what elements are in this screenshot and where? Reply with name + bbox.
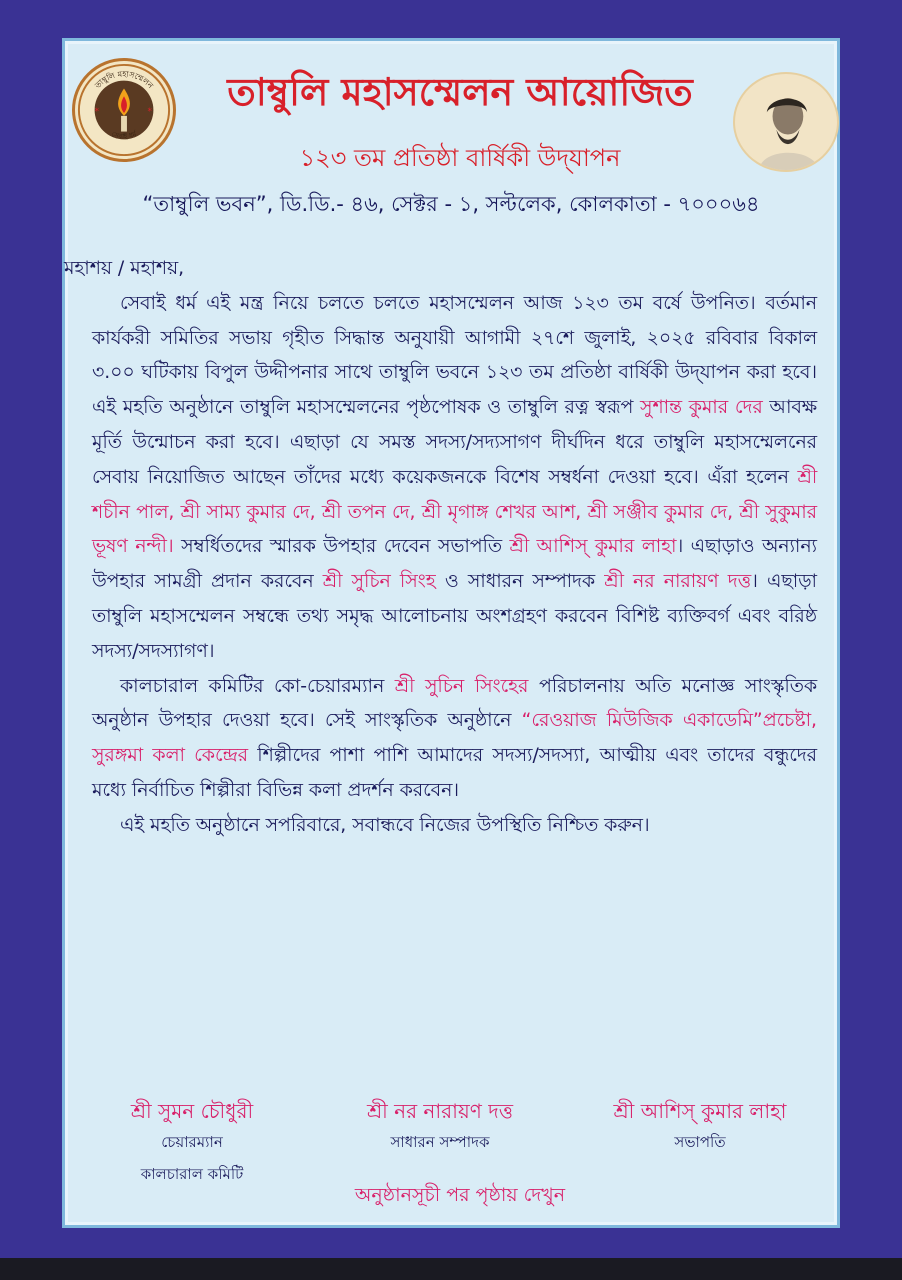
academy-name: “রেওয়াজ মিউজিক একাডেমি” — [521, 710, 763, 732]
see-next-page-note: অনুষ্ঠানসূচী পর পৃষ্ঠায় দেখুন — [354, 1184, 566, 1206]
signatory-name: শ্রী আশিস্ কুমার লাহা — [613, 1099, 787, 1123]
signatory-role: কালচারাল কমিটি — [140, 1165, 244, 1183]
text-span: সেবাই ধর্ম এই মন্ত্র নিয়ে চলতে চলতে মহাসম্মেলন আজ ১২৩ তম বর্ষে উপনিত। বর্তমান কার্যকরী সমিতির সভায় গৃহীত সিদ্ধান্ত অনুযায়ী আগামী ২৭শে জুলাই, ২০২৫ রবিবার বিকাল ৩.০০ ঘটিকায় বিপুল উদ্দীপনার সাথে তাম্বুলি ভবনে ১২৩ তম প্রতিষ্ঠা বার্ষিকী উদ্‌যাপন করা হবে। এই মহতি অনুষ্ঠানে তাম্বুলি মহাসম্মেলনের পৃষ্ঠপোষক ও তাম্বুলি রত্ন স্বরূপ — [92, 292, 817, 419]
emblem-ring-bottom-text: সেবাই ধর্ম — [110, 130, 138, 141]
address: “তাম্বুলি ভবন”, ডি.ডি.- ৪৬, সেক্টর - ১, সল্টলেক, কোলকাতা - ৭০০০৬৪ — [142, 192, 760, 216]
felicitated-names: শ্রী শচীন পাল, শ্রী সাম্য কুমার দে, শ্রী তপন দে, শ্রী মৃগাঙ্গ শেখর আশ, শ্রী সঞ্জীব কুমার দে, শ্রী সুকুমার ভূষণ নন্দী। — [92, 466, 817, 558]
kala-kendra-name: সুরঙ্গমা কলা কেন্দ্রের — [92, 745, 249, 767]
signatory-name: শ্রী নর নারায়ণ দত্ত — [366, 1099, 514, 1123]
paragraph-3: এই মহতি অনুষ্ঠানে সপরিবারে, সবান্ধবে নিজের উপস্থিতি নিশ্চিত করুন। — [120, 814, 650, 836]
text-span: শিল্পীদের পাশা পাশি আমাদের সদস্য/সদস্যা, আত্মীয় এবং তাদের বন্ধুদের মধ্যে নির্বাচিত শিল্পীরা বিভিন্ন কলা প্রদর্শন করবেন। — [92, 745, 817, 801]
emblem-ring-top-text: তাম্বুলি মহাসম্মেলন — [93, 69, 155, 91]
paragraph-1 — [92, 287, 817, 670]
text-span: । এছাড়া তাম্বুলি মহাসম্মেলন সম্বন্ধে তথ্য সমৃদ্ধ আলোচনায় অংশগ্রহণ করবেন বিশিষ্ট ব্যক্তিবর্গ এবং বরিষ্ঠ সদস্য/সদস্যাগণ। — [92, 571, 817, 662]
svg-text:*: * — [94, 106, 100, 117]
signatory-name: শ্রী সুমন চৌধুরী — [130, 1099, 254, 1123]
text-span: আবক্ষ মূর্তি উন্মোচন করা হবে। এছাড়া যে সমস্ত সদস্য/সদ্যসাগণ দীর্ঘদিন ধরে তাম্বুলি মহাসম্মেলনের সেবায় নিয়োজিত আছেন তাঁদের মধ্যে কয়েকজনকে বিশেষ সম্বর্ধনা দেওয়া হবে। এঁরা হলেন — [92, 397, 817, 488]
salutation: মহাশয় / মহাশয়, — [64, 258, 185, 279]
lamp-flame-icon — [75, 61, 173, 159]
text-span: ও সাধারন সম্পাদক — [435, 571, 605, 593]
signature-president — [580, 1096, 820, 1158]
letter-body — [64, 252, 817, 844]
page-title: তাম্বুলি মহাসম্মেলন আয়োজিত — [227, 70, 693, 114]
signature-chairman — [82, 1096, 302, 1190]
text-span: কালচারাল কমিটির কো-চেয়ারম্যান — [120, 675, 395, 697]
founder-portrait — [733, 72, 839, 172]
signatory-role: সাধারন সম্পাদক — [390, 1133, 490, 1151]
text-span: প্রচেষ্টা, — [762, 710, 817, 732]
portrait-icon — [735, 74, 837, 170]
signatory-role: চেয়ারম্যান — [161, 1133, 223, 1151]
subtitle: ১২৩ তম প্রতিষ্ঠা বার্ষিকী উদ্‌যাপন — [299, 144, 621, 172]
text-span: । এছাড়াও অন্যান্য উপহার সামগ্রী প্রদান করবেন — [92, 536, 817, 593]
secretary-name: শ্রী নর নারায়ণ দত্ত — [604, 571, 752, 593]
signatory-role: সভাপতি — [674, 1133, 726, 1151]
text-span: পরিচালনায় অতি মনোজ্ঞ সাংস্কৃতিক অনুষ্ঠান উপহার দেওয়া হবে। সেই সাংস্কৃতিক অনুষ্ঠানে — [92, 675, 817, 732]
president-name: শ্রী আশিস্ কুমার লাহা — [509, 536, 677, 558]
organisation-emblem — [72, 58, 176, 162]
bottom-strip — [0, 1258, 902, 1280]
text-span: সম্বর্ধিতদের স্মারক উপহার দেবেন সভাপতি — [173, 536, 510, 558]
paragraph-2 — [92, 670, 817, 809]
co-chairman-name: শ্রী সুচিন সিংহের — [394, 675, 529, 697]
honoree-name: সুশান্ত কুমার দের — [640, 397, 763, 419]
signature-secretary — [330, 1096, 550, 1158]
gift-presenter-name: শ্রী সুচিন সিংহ — [322, 571, 436, 593]
svg-text:*: * — [147, 106, 152, 117]
